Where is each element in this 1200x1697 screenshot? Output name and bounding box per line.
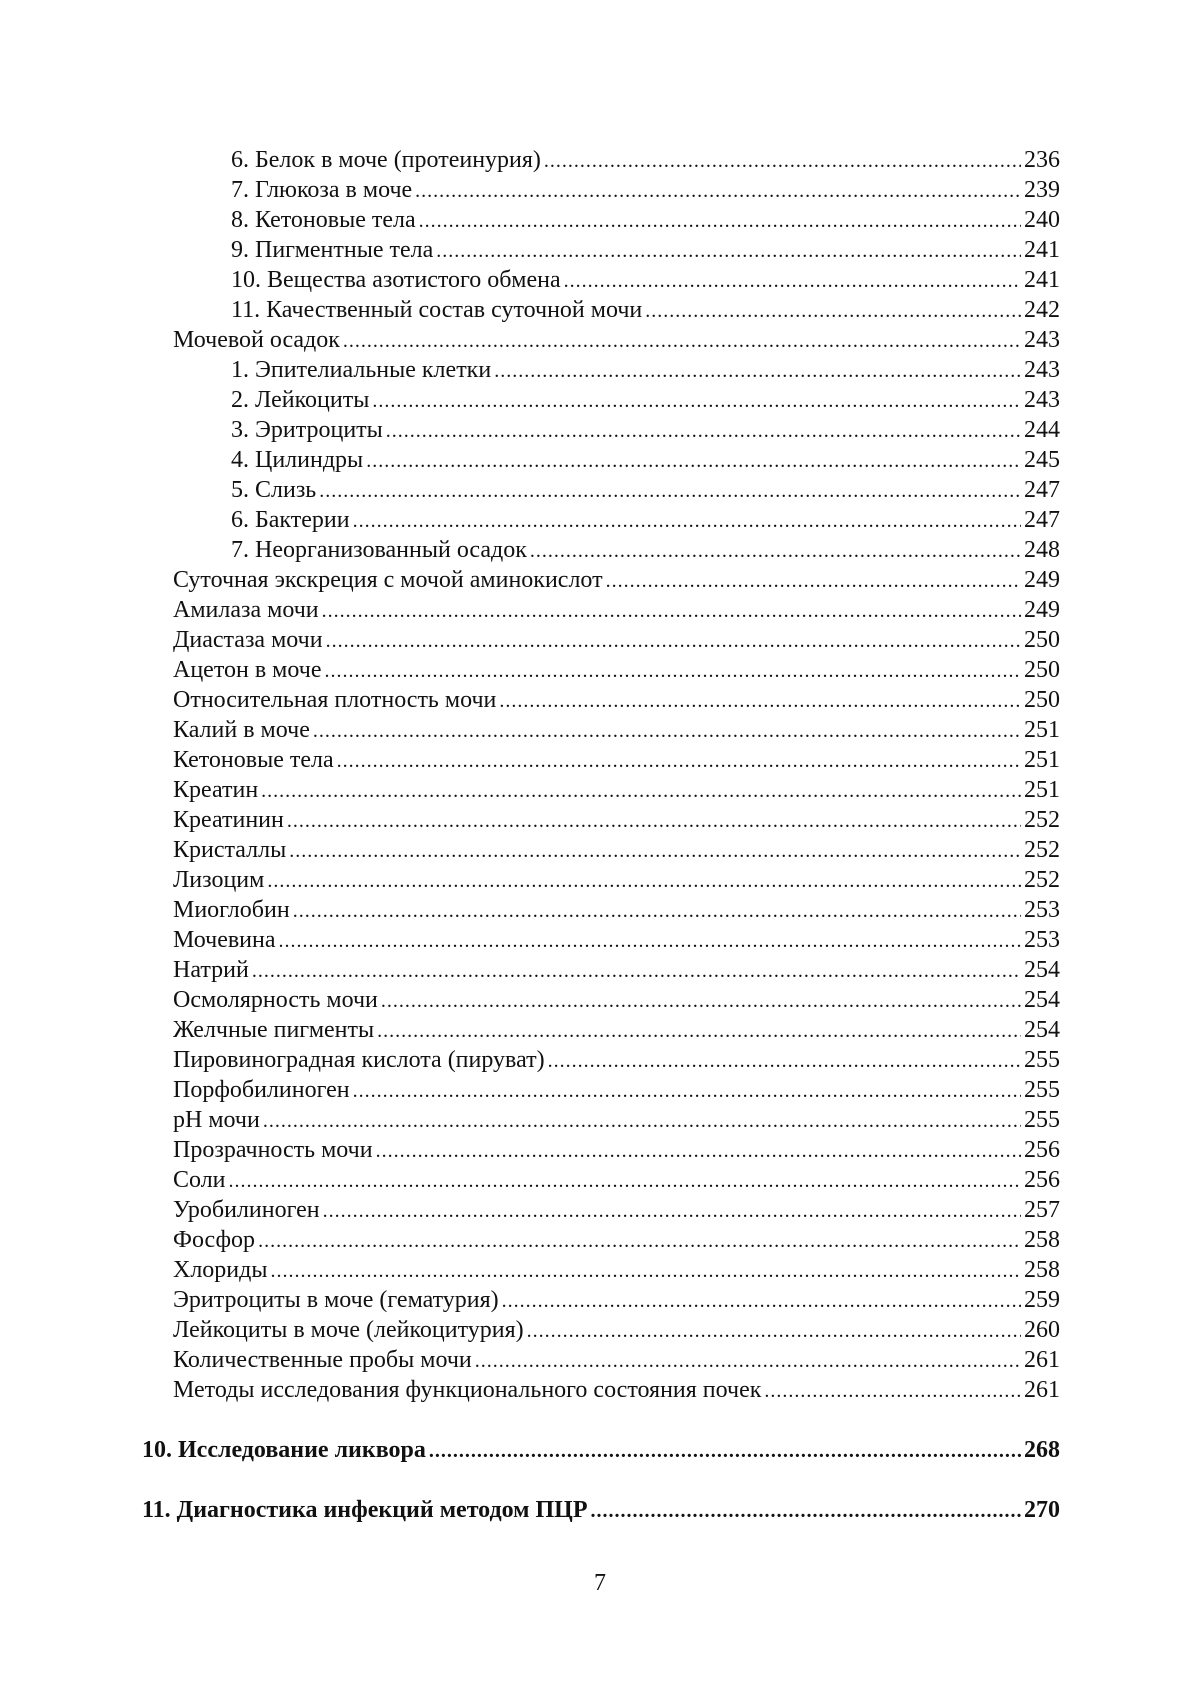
toc-entry-title: Лизоцим xyxy=(173,867,265,893)
toc-entry-page: 252 xyxy=(1024,837,1060,863)
toc-entry[interactable] xyxy=(173,565,1060,595)
toc-entry-title: Диастаза мочи xyxy=(173,627,323,653)
toc-entry[interactable] xyxy=(173,865,1060,895)
toc-entry-page: 252 xyxy=(1024,867,1060,893)
toc-entry-title: Осмолярность мочи xyxy=(173,987,378,1013)
toc-entry-title: 9. Пигментные тела xyxy=(231,237,434,263)
toc-entry-page: 253 xyxy=(1024,897,1060,923)
toc-entry-title: Эритроциты в моче (гематурия) xyxy=(173,1287,499,1313)
dot-leader xyxy=(544,145,1021,176)
dot-leader xyxy=(252,955,1021,986)
dot-leader xyxy=(372,385,1021,416)
toc-entry[interactable] xyxy=(173,745,1060,775)
toc-entry[interactable] xyxy=(173,1135,1060,1165)
toc-entry-title: Прозрачность мочи xyxy=(173,1137,373,1163)
toc-chapter-title: 11. Диагностика инфекций методом ПЦР xyxy=(142,1497,588,1523)
toc-chapter-page: 268 xyxy=(1024,1437,1060,1463)
toc-entry[interactable] xyxy=(173,955,1060,985)
toc-entry[interactable] xyxy=(231,235,1060,265)
dot-leader xyxy=(289,835,1021,866)
toc-entry-title: Уробилиноген xyxy=(173,1197,320,1223)
toc-entry-title: Ацетон в моче xyxy=(173,657,322,683)
toc-entry[interactable] xyxy=(173,1285,1060,1315)
toc-entry-page: 249 xyxy=(1024,597,1060,623)
dot-leader xyxy=(429,1435,1021,1466)
dot-leader xyxy=(645,295,1021,326)
toc-entry-title: 6. Белок в моче (протеинурия) xyxy=(231,147,541,173)
toc-entry-page: 241 xyxy=(1024,267,1060,293)
toc-entry[interactable] xyxy=(173,775,1060,805)
dot-leader xyxy=(261,775,1021,806)
toc-entry-title: Миоглобин xyxy=(173,897,290,923)
toc-chapter-page: 270 xyxy=(1024,1497,1060,1523)
toc-entry[interactable] xyxy=(231,445,1060,475)
dot-leader xyxy=(319,475,1021,506)
toc-entry-page: 261 xyxy=(1024,1377,1060,1403)
dot-leader xyxy=(502,1285,1021,1316)
toc-entry-page: 254 xyxy=(1024,987,1060,1013)
dot-leader xyxy=(376,1135,1021,1166)
toc-chapter[interactable] xyxy=(142,1435,1060,1465)
toc-entry[interactable] xyxy=(231,295,1060,325)
toc-entry[interactable] xyxy=(173,595,1060,625)
toc-entry-title: 11. Качественный состав суточной мочи xyxy=(231,297,643,323)
toc-entry-page: 243 xyxy=(1024,387,1060,413)
toc-entry-page: 255 xyxy=(1024,1077,1060,1103)
toc-entry-page: 258 xyxy=(1024,1227,1060,1253)
toc-entry-title: Количественные пробы мочи xyxy=(173,1347,472,1373)
toc-entry[interactable] xyxy=(173,625,1060,655)
toc-entry[interactable] xyxy=(231,535,1060,565)
toc-entry-title: Креатин xyxy=(173,777,259,803)
dot-leader xyxy=(313,715,1021,746)
toc-entry-page: 251 xyxy=(1024,717,1060,743)
toc-entry-page: 260 xyxy=(1024,1317,1060,1343)
toc-chapter[interactable] xyxy=(142,1495,1060,1525)
toc-entry-page: 243 xyxy=(1024,357,1060,383)
dot-leader xyxy=(764,1375,1021,1406)
toc-entry-title: 7. Глюкоза в моче xyxy=(231,177,413,203)
dot-leader xyxy=(494,355,1021,386)
toc-entry-title: Кетоновые тела xyxy=(173,747,334,773)
toc-entry[interactable] xyxy=(173,685,1060,715)
toc-entry-title: Натрий xyxy=(173,957,249,983)
toc-entry[interactable] xyxy=(231,175,1060,205)
toc-entry-page: 247 xyxy=(1024,477,1060,503)
toc-entry-page: 242 xyxy=(1024,297,1060,323)
toc-entry[interactable] xyxy=(231,385,1060,415)
toc-entry-page: 239 xyxy=(1024,177,1060,203)
toc-entry-page: 250 xyxy=(1024,687,1060,713)
toc-entry-page: 236 xyxy=(1024,147,1060,173)
toc-entry[interactable] xyxy=(173,1315,1060,1345)
dot-leader xyxy=(353,505,1021,536)
toc-entry-title: Лейкоциты в моче (лейкоцитурия) xyxy=(173,1317,524,1343)
toc-entry-page: 255 xyxy=(1024,1047,1060,1073)
toc-entry[interactable] xyxy=(173,1165,1060,1195)
toc-entry-page: 250 xyxy=(1024,627,1060,653)
toc-entry-title: 1. Эпителиальные клетки xyxy=(231,357,492,383)
toc-entry-title: 7. Неорганизованный осадок xyxy=(231,537,527,563)
toc-entry[interactable] xyxy=(231,505,1060,535)
toc-entry-title: Соли xyxy=(173,1167,226,1193)
dot-leader xyxy=(530,535,1021,566)
dot-leader xyxy=(606,565,1021,596)
dot-leader xyxy=(323,1195,1021,1226)
toc-entry-section[interactable] xyxy=(173,325,1060,355)
dot-leader xyxy=(527,1315,1021,1346)
dot-leader xyxy=(324,655,1021,686)
dot-leader xyxy=(271,1255,1022,1286)
toc-entry-page: 258 xyxy=(1024,1257,1060,1283)
toc-entry-page: 252 xyxy=(1024,807,1060,833)
toc-entry-page: 255 xyxy=(1024,1107,1060,1133)
dot-leader xyxy=(366,445,1021,476)
toc-entry[interactable] xyxy=(173,1345,1060,1375)
toc-entry[interactable] xyxy=(173,985,1060,1015)
dot-leader xyxy=(267,865,1021,896)
toc-entry-page: 259 xyxy=(1024,1287,1060,1313)
toc-entry[interactable] xyxy=(231,145,1060,175)
toc-entry-page: 240 xyxy=(1024,207,1060,233)
toc-entry-title: Хлориды xyxy=(173,1257,268,1283)
dot-leader xyxy=(337,745,1021,776)
toc-entry[interactable] xyxy=(173,1195,1060,1225)
toc-entry-page: 256 xyxy=(1024,1137,1060,1163)
toc-entry-title: Креатинин xyxy=(173,807,284,833)
toc-entry-page: 241 xyxy=(1024,237,1060,263)
dot-leader xyxy=(475,1345,1021,1376)
toc-entry[interactable] xyxy=(173,1045,1060,1075)
toc-entry-page: 254 xyxy=(1024,1017,1060,1043)
toc-entry[interactable] xyxy=(173,895,1060,925)
toc-entry-title: Амилаза мочи xyxy=(173,597,319,623)
toc-entry-title: 8. Кетоновые тела xyxy=(231,207,416,233)
dot-leader xyxy=(343,325,1021,356)
toc-entry-title: Пировиноградная кислота (пируват) xyxy=(173,1047,545,1073)
toc-entry-title: 4. Цилиндры xyxy=(231,447,364,473)
toc-entry-page: 261 xyxy=(1024,1347,1060,1373)
toc-entry[interactable] xyxy=(231,265,1060,295)
toc-entry-title: Кристаллы xyxy=(173,837,287,863)
toc-entry-title: Фосфор xyxy=(173,1227,256,1253)
toc-entry-title: Относительная плотность мочи xyxy=(173,687,497,713)
toc-entry[interactable] xyxy=(173,925,1060,955)
toc-entry[interactable] xyxy=(173,655,1060,685)
toc-entry-title: Калий в моче xyxy=(173,717,310,743)
dot-leader xyxy=(279,925,1021,956)
toc-entry[interactable] xyxy=(173,715,1060,745)
toc-entry-title: 6. Бактерии xyxy=(231,507,350,533)
toc-entry-page: 254 xyxy=(1024,957,1060,983)
toc-entry[interactable] xyxy=(173,1075,1060,1105)
toc-entry-title: рН мочи xyxy=(173,1107,260,1133)
dot-leader xyxy=(229,1165,1021,1196)
dot-leader xyxy=(322,595,1021,626)
dot-leader xyxy=(353,1075,1021,1106)
dot-leader xyxy=(499,685,1021,716)
toc-entry[interactable] xyxy=(231,205,1060,235)
dot-leader xyxy=(564,265,1021,296)
toc-entry-title: Мочевой осадок xyxy=(173,327,340,353)
toc-entry-page: 248 xyxy=(1024,537,1060,563)
toc-entry-page: 243 xyxy=(1024,327,1060,353)
dot-leader xyxy=(287,805,1021,836)
toc-entry-page: 244 xyxy=(1024,417,1060,443)
toc-entry-title: Суточная экскреция с мочой аминокислот xyxy=(173,567,603,593)
toc-entry-page: 257 xyxy=(1024,1197,1060,1223)
toc-entry-page: 251 xyxy=(1024,777,1060,803)
toc-chapter-title: 10. Исследование ликвора xyxy=(142,1437,426,1463)
dot-leader xyxy=(591,1495,1021,1526)
toc-entry-title: 2. Лейкоциты xyxy=(231,387,370,413)
toc-entry[interactable] xyxy=(173,1255,1060,1285)
toc-entry-title: 3. Эритроциты xyxy=(231,417,383,443)
dot-leader xyxy=(548,1045,1021,1076)
toc-entry[interactable] xyxy=(231,355,1060,385)
toc-entry[interactable] xyxy=(173,1375,1060,1405)
dot-leader xyxy=(326,625,1021,656)
toc-entry-page: 247 xyxy=(1024,507,1060,533)
dot-leader xyxy=(386,415,1021,446)
toc-entry-title: Порфобилиноген xyxy=(173,1077,350,1103)
toc-entry[interactable] xyxy=(231,415,1060,445)
toc-entry-page: 253 xyxy=(1024,927,1060,953)
toc-entry-page: 249 xyxy=(1024,567,1060,593)
toc-entry-page: 256 xyxy=(1024,1167,1060,1193)
toc-entry[interactable] xyxy=(173,1015,1060,1045)
toc-entry[interactable] xyxy=(173,835,1060,865)
toc-entry[interactable] xyxy=(173,1225,1060,1255)
toc-entry-page: 251 xyxy=(1024,747,1060,773)
toc-entry-title: Мочевина xyxy=(173,927,276,953)
dot-leader xyxy=(415,175,1021,206)
page-number: 7 xyxy=(594,1570,606,1596)
toc-entry-page: 250 xyxy=(1024,657,1060,683)
dot-leader xyxy=(419,205,1021,236)
dot-leader xyxy=(263,1105,1021,1136)
toc-entry-title: Методы исследования функционального состояния почек xyxy=(173,1377,762,1403)
dot-leader xyxy=(436,235,1021,266)
dot-leader xyxy=(377,1015,1021,1046)
dot-leader xyxy=(258,1225,1021,1256)
dot-leader xyxy=(293,895,1021,926)
toc-entry[interactable] xyxy=(173,1105,1060,1135)
toc-entry-title: 10. Вещества азотистого обмена xyxy=(231,267,561,293)
dot-leader xyxy=(381,985,1021,1016)
toc-entry-page: 245 xyxy=(1024,447,1060,473)
toc-entry-title: Желчные пигменты xyxy=(173,1017,375,1043)
toc-entry[interactable] xyxy=(173,805,1060,835)
toc-entry[interactable] xyxy=(231,475,1060,505)
toc-entry-title: 5. Слизь xyxy=(231,477,317,503)
